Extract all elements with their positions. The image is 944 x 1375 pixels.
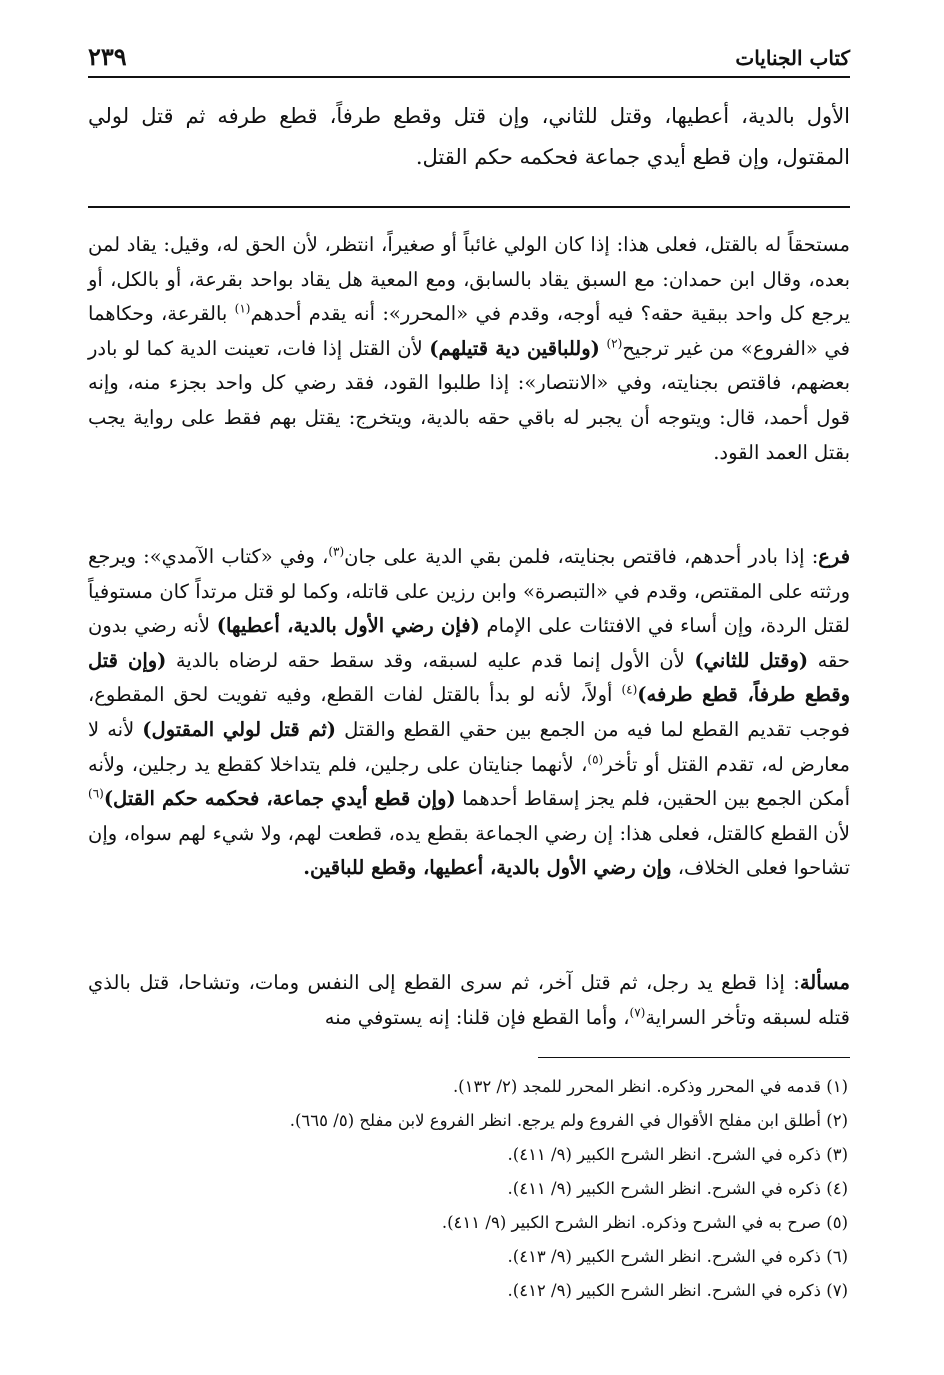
footnote-ref-4[interactable]: (٤)	[621, 682, 638, 697]
footnote-ref-6[interactable]: (٦)	[88, 786, 104, 801]
sharh-text: لأن الأول إنما قدم عليه لسبقه، وقد سقط حقه لرضاه بالدية	[166, 648, 695, 672]
matn-quote: وإن رضي الأول بالدية، أعطيها، وقطع للباقين.	[303, 856, 672, 880]
sharh-text: : إذا بادر أحدهم، فاقتص بجنايته، فلمن بقي الدية على جان	[344, 545, 819, 568]
footnote-ref-5[interactable]: (٥)	[587, 752, 604, 767]
matn-quote: (وقتل للثاني)	[694, 648, 809, 672]
page-number: ٢٣٩	[88, 42, 127, 71]
footnotes	[88, 1070, 848, 1308]
matn-quote: (وللباقين دية قتيلهم)	[429, 336, 600, 360]
footnote-ref-3[interactable]: (٣)	[328, 544, 345, 559]
footnote-7: (٧) ذكره في الشرح. انظر الشرح الكبير (٩/ ٤١٢).	[507, 1281, 848, 1300]
footnote-divider	[538, 1057, 850, 1058]
footnote-6: (٦) ذكره في الشرح. انظر الشرح الكبير (٩/ ٤١٣).	[507, 1247, 848, 1266]
sharh-text: لأن القطع كالقتل، فعلى هذا: إن رضي الجماعة بقطع يده، قطعت لهم، ولا شيء لهم سواه، وإن تشاحوا فعلى الخلاف،	[88, 821, 850, 880]
footnote-2: (٢) أطلق ابن مفلح الأقوال في الفروع ولم يرجع. انظر الفروع لابن مفلح (٥/ ٦٦٥).	[289, 1111, 848, 1130]
footnote-ref-7[interactable]: (٧)	[629, 1005, 646, 1020]
matn-quote: (وإن قتل وقطع طرفاً، قطع طرفه)	[88, 648, 850, 707]
sharh-text: لأنه لا معارض له، تقدم القتل أو تأخر	[88, 717, 850, 776]
footnote-4: (٤) ذكره في الشرح. انظر الشرح الكبير (٩/ ٤١١).	[507, 1179, 848, 1198]
sharh-text: بالقرعة، وحكاهما في «الفروع» من غير ترجيح	[88, 302, 850, 360]
sharh-paragraph-3	[88, 966, 850, 1035]
section-label-masala: مسألة	[799, 971, 850, 994]
sharh-text: لأن القتل إذا فات، تعينت الدية كما لو بادر بعضهم، فاقتص بجنايته، وفي «الانتصار»: إذا طلبوا القود، فقد رضي كل واحد بجزء منه، وإنه قول أحمد، قال: ويتوجه أن يجبر له باقي حقه بالدية، ويتخرج: يقتل بهم فقط على رواية يجب بقتل العمد القود.	[88, 336, 850, 464]
sharh-text: : إذا قطع يد رجل، ثم قتل آخر، ثم سرى القطع إلى النفس ومات، وتشاحا، قتل بالذي قتله لسبقه وتأخر السراية	[88, 971, 850, 1029]
running-title: كتاب الجنايات	[735, 46, 850, 70]
footnote-5: (٥) صرح به في الشرح وذكره. انظر الشرح الكبير (٩/ ٤١١).	[441, 1213, 848, 1232]
sharh-paragraph-2	[88, 540, 850, 886]
footnote-1: (١) قدمه في المحرر وذكره. انظر المحرر للمجد (٢/ ١٣٢).	[452, 1077, 848, 1096]
matn-text: الأول بالدية، أعطيها، وقتل للثاني، وإن قتل وقطع طرفاً، قطع طرفه ثم قتل لولي المقتول، وإن قطع أيدي جماعة فحكمه حكم القتل.	[88, 104, 851, 169]
sharh-text: ، لأنهما جنايتان على رجلين، فلم يتداخلا كقطع يد رجلين، ولأنه أمكن الجمع بين الحقين، فلم يجز إسقاط أحدهما	[88, 752, 850, 811]
sharh-paragraph-1	[88, 228, 850, 470]
text-divider	[88, 206, 850, 208]
footnote-ref-2[interactable]: (٢)	[606, 336, 623, 351]
sharh-text: لأنه رضي بدون حقه	[88, 614, 850, 672]
page-header	[88, 40, 850, 78]
matn-quote: (فإن رضي الأول بالدية، أعطيها)	[216, 614, 480, 638]
sharh-text: ، وأما القطع فإن قلنا: إنه يستوفي منه	[324, 1005, 630, 1029]
footnote-3: (٣) ذكره في الشرح. انظر الشرح الكبير (٩/ ٤١١).	[507, 1145, 848, 1164]
footnote-ref-1[interactable]: (١)	[234, 301, 251, 316]
sharh-text: ، وفي «كتاب الآمدي»: ويرجع ورثته على المقتص، وقدم في «التبصرة» وابن رزين على قاتله، وكما لو قتل مرتداً كان مستوفياً لقتل الردة، وإن أساء في الافتئات على الإمام	[88, 545, 850, 638]
section-label-far: فرع	[818, 545, 851, 568]
matn-quote: (وإن قطع أيدي جماعة، فحكمه حكم القتل)	[103, 787, 456, 811]
sharh-text: أولاً، لأنه لو بدأ بالقتل لفات القطع، وفيه تفويت لحق المقطوع، فوجب تقديم القطع لما فيه من الجمع بين حقي القطع والقتل	[88, 683, 850, 741]
sharh-text: مستحقاً له بالقتل، فعلى هذا: إذا كان الولي غائباً أو صغيراً، انتظر، لأن الحق له، وقيل: يقاد لمن بعده، وقال ابن حمدان: مع السبق يقاد بالسابق، ومع المعية هل يقاد بواحد بقرعة، أو بالكل، أو يرجع كل واحد ببقية حقه؟ فيه أوجه، وقدم في «المحرر»: أنه يقدم أحدهم	[88, 233, 850, 326]
matn-quote: (ثم قتل لولي المقتول)	[142, 717, 336, 741]
